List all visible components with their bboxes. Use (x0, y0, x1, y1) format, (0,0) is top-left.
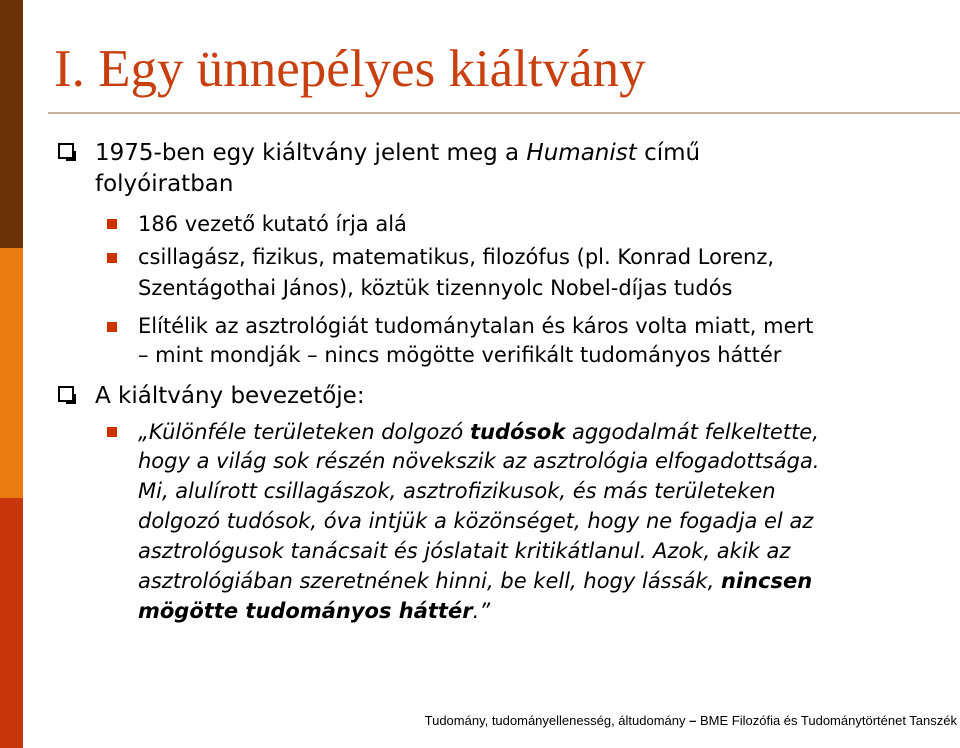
left-accent-bar-bottom (0, 498, 23, 748)
square-bullet-icon (107, 427, 117, 437)
slide-footer: Tudomány, tudományellenesség, áltudomány – BME Filozófia és Tudománytörténet Tanszék (424, 713, 957, 728)
sub-bullet-signatories: 186 vezető kutató írja alá (138, 212, 407, 236)
sub-bullet-professions-line-1: csillagász, fizikus, matematikus, filozófus (pl. Konrad Lorenz, (138, 245, 775, 269)
square-bullet-icon (107, 322, 117, 332)
square-bullet-icon (107, 219, 117, 229)
quote-line-1: „Különféle területeken dolgozó tudósok aggodalmát felkeltette, (138, 420, 819, 444)
quote-line-6: asztrológiában szeretnének hinni, be kell, hogy lássák, nincsen (138, 569, 813, 593)
bullet-1-line-1: 1975-ben egy kiáltvány jelent meg a Humanist című (95, 140, 701, 166)
sub-bullet-condemnation-line-1: Elítélik az asztrológiát tudománytalan és káros volta miatt, mert (138, 314, 814, 338)
hollow-square-bullet-icon (58, 143, 74, 159)
slide-title: I. Egy ünnepélyes kiáltvány (54, 40, 646, 98)
square-bullet-icon (107, 253, 117, 263)
bullet-2-heading: A kiáltvány bevezetője: (95, 383, 365, 409)
quote-line-7: mögötte tudományos háttér.” (138, 599, 491, 623)
journal-name: Humanist (526, 140, 637, 166)
sub-bullet-condemnation-line-2: – mint mondják – nincs mögötte verifikált tudományos háttér (138, 343, 782, 367)
title-divider (48, 112, 960, 114)
left-accent-bar-middle (0, 248, 23, 498)
left-accent-bar-top (0, 0, 23, 248)
bullet-1-line-2: folyóiratban (95, 171, 234, 197)
quote-line-4: dolgozó tudósok, óva intjük a közönséget, hogy ne fogadja el az (138, 509, 814, 533)
quote-line-3: Mi, alulírott csillagászok, asztrofizikusok, és más területeken (138, 479, 776, 503)
sub-bullet-professions-line-2: Szentágothai János), köztük tizennyolc Nobel-díjas tudós (138, 276, 733, 300)
hollow-square-bullet-icon (58, 386, 74, 402)
quote-line-2: hogy a világ sok részén növekszik az asztrológia elfogadottsága. (138, 449, 820, 473)
quote-line-5: asztrológusok tanácsait és jóslatait kritikátlanul. Azok, akik az (138, 539, 791, 563)
